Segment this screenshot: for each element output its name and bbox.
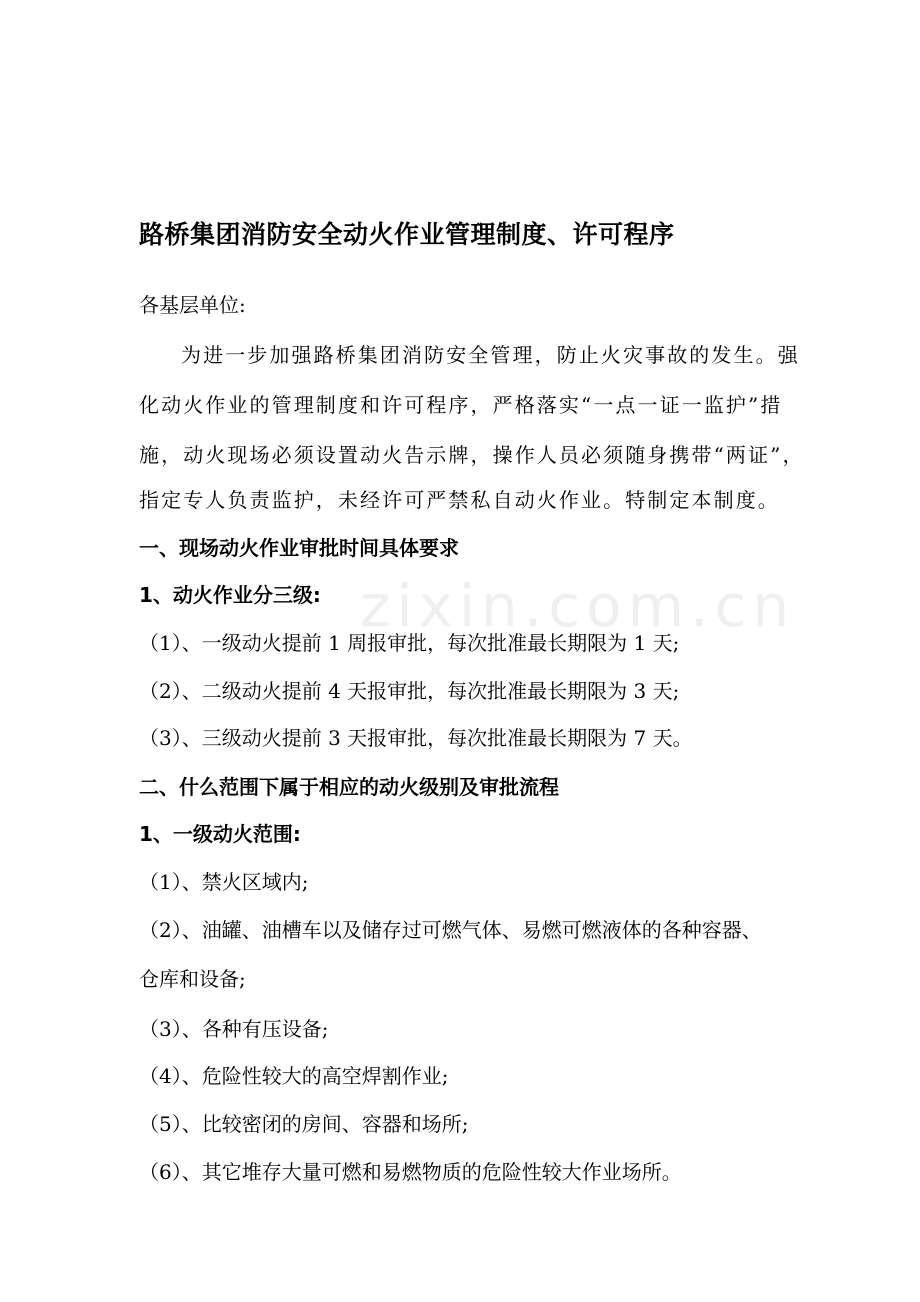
list-item: （3）、三级动火提前 3 天报审批，每次批准最长期限为 7 天。 [139, 726, 693, 750]
watermark: zixin.com.cn [360, 572, 796, 640]
section-1-subheading: 1、动火作业分三级: [139, 583, 321, 607]
section-1-heading: 一、现场动火作业审批时间具体要求 [139, 536, 459, 560]
intro-line: 为进一步加强路桥集团消防安全管理，防止火灾事故的发生。强 [181, 343, 800, 367]
list-item: 仓库和设备; [139, 967, 246, 991]
list-item: （3）、各种有压设备; [139, 1017, 329, 1041]
document-title: 路桥集团消防安全动火作业管理制度、许可程序 [139, 220, 675, 249]
salutation: 各基层单位: [139, 293, 246, 317]
list-item: （1）、禁火区域内; [139, 870, 309, 894]
list-item: （1）、一级动火提前 1 周报审批，每次批准最长期限为 1 天; [139, 631, 680, 655]
section-2-heading: 二、什么范围下属于相应的动火级别及审批流程 [139, 775, 559, 799]
intro-line: 化动火作业的管理制度和许可程序，严格落实“一点一证一监护”措 [139, 393, 783, 417]
intro-line: 施，动火现场必须设置动火告示牌，操作人员必须随身携带“两证”， [139, 443, 805, 467]
list-item: （4）、危险性较大的高空焊割作业; [139, 1064, 449, 1088]
intro-line: 指定专人负责监护，未经许可严禁私自动火作业。特制定本制度。 [139, 488, 780, 512]
list-item: （6）、其它堆存大量可燃和易燃物质的危险性较大作业场所。 [139, 1160, 682, 1184]
list-item: （2）、二级动火提前 4 天报审批，每次批准最长期限为 3 天; [139, 679, 680, 703]
list-item: （5）、比较密闭的房间、容器和场所; [139, 1112, 469, 1136]
section-2-subheading: 1、一级动火范围: [139, 822, 301, 846]
list-item: （2）、油罐、油槽车以及储存过可燃气体、易燃可燃液体的各种容器、 [139, 918, 762, 942]
